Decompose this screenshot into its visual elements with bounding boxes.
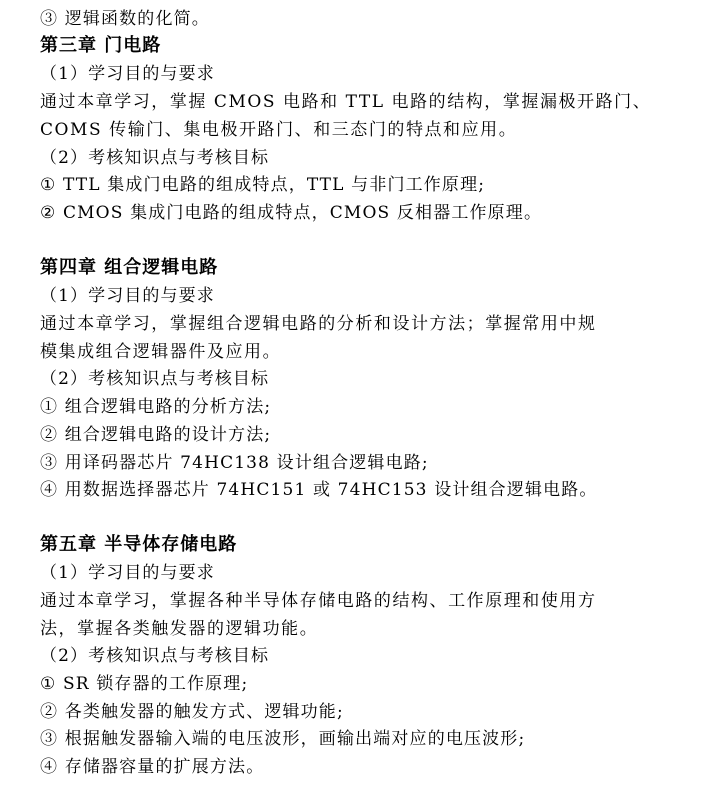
list-item: ① 组合逻辑电路的分析方法; [40, 397, 272, 417]
list-item: ③ 根据触发器输入端的电压波形，画输出端对应的电压波形; [40, 729, 526, 749]
list-item: ② 组合逻辑电路的设计方法; [40, 425, 272, 445]
list-item: ③ 逻辑函数的化简。 [40, 9, 210, 29]
chapter-3-heading: 第三章 门电路 [40, 35, 162, 56]
list-item: ③ 用译码器芯片 74HC138 设计组合逻辑电路; [40, 453, 429, 473]
list-item: ① TTL 集成门电路的组成特点，TTL 与非门工作原理; [40, 175, 486, 195]
body-paragraph-line: COMS 传输门、集电极开路门、和三态门的特点和应用。 [40, 120, 518, 140]
section-subheading: （1）学习目的与要求 [40, 286, 215, 306]
body-paragraph-line: 通过本章学习，掌握 CMOS 电路和 TTL 电路的结构，掌握漏极开路门、 [40, 92, 652, 112]
list-item: ② CMOS 集成门电路的组成特点，CMOS 反相器工作原理。 [40, 203, 543, 223]
body-paragraph-line: 法，掌握各类触发器的逻辑功能。 [40, 619, 319, 639]
list-item: ④ 存储器容量的扩展方法。 [40, 757, 265, 777]
chapter-4-heading: 第四章 组合逻辑电路 [40, 257, 219, 278]
body-paragraph-line: 通过本章学习，掌握各种半导体存储电路的结构、工作原理和使用方 [40, 591, 597, 611]
section-subheading: （1）学习目的与要求 [40, 64, 215, 84]
section-subheading: （2）考核知识点与考核目标 [40, 148, 270, 168]
section-subheading: （2）考核知识点与考核目标 [40, 646, 270, 666]
section-subheading: （1）学习目的与要求 [40, 563, 215, 583]
list-item: ① SR 锁存器的工作原理; [40, 674, 249, 694]
body-paragraph-line: 模集成组合逻辑器件及应用。 [40, 342, 282, 362]
body-paragraph-line: 通过本章学习，掌握组合逻辑电路的分析和设计方法；掌握常用中规 [40, 314, 597, 334]
chapter-5-heading: 第五章 半导体存储电路 [40, 534, 238, 555]
section-subheading: （2）考核知识点与考核目标 [40, 369, 270, 389]
list-item: ② 各类触发器的触发方式、逻辑功能; [40, 702, 344, 722]
list-item: ④ 用数据选择器芯片 74HC151 或 74HC153 设计组合逻辑电路。 [40, 480, 598, 500]
